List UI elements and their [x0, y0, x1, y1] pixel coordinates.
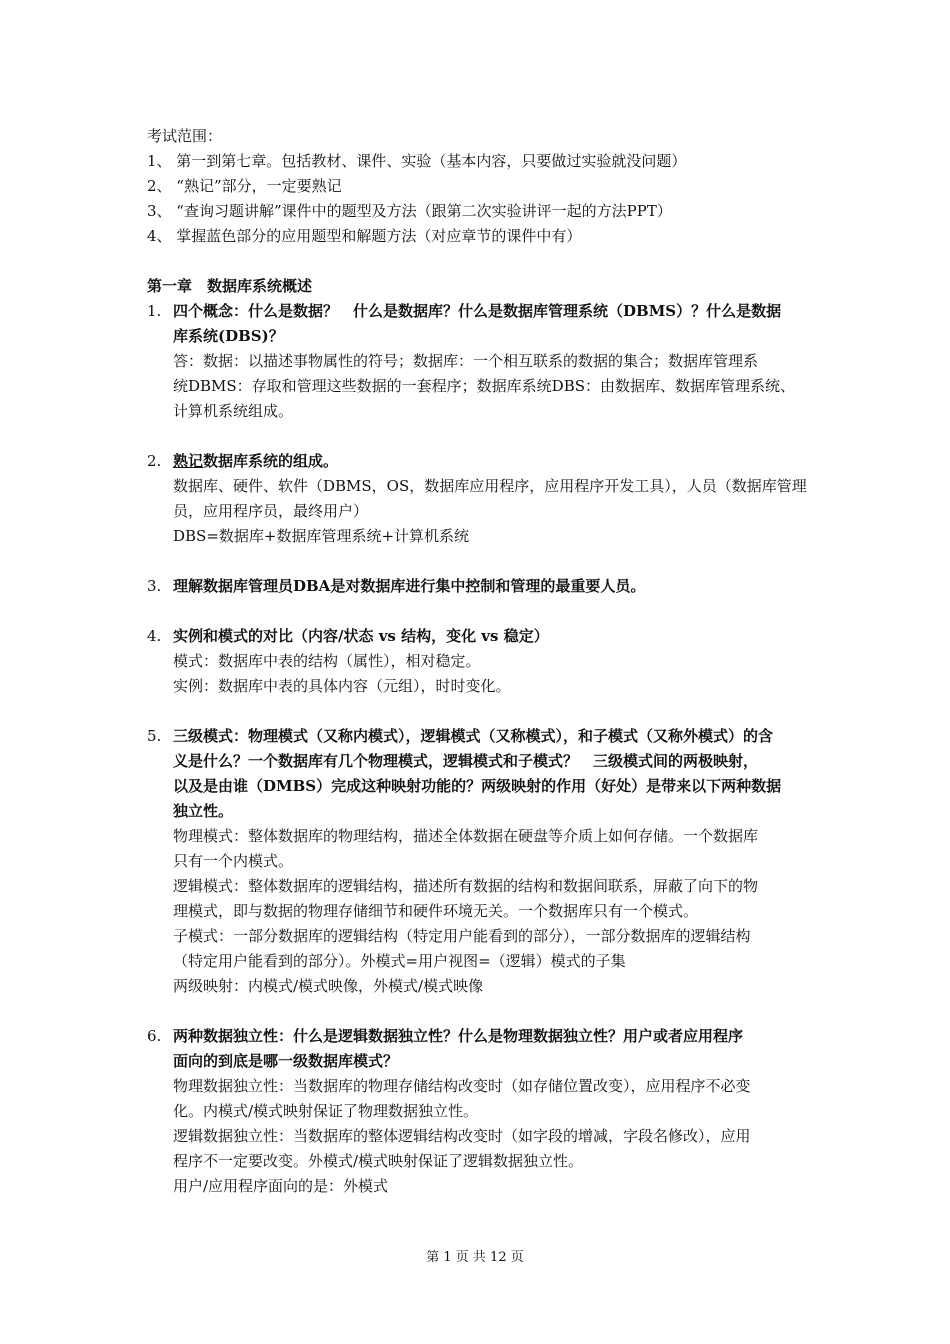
- scope-item: 4、 掌握蓝色部分的应用题型和解题方法（对应章节的课件中有）: [147, 227, 582, 245]
- question-number: 3.: [147, 577, 162, 595]
- answer-line: 计算机系统组成。: [173, 402, 294, 420]
- page-footer: 第 1 页 共 12 页: [426, 1250, 524, 1265]
- answer-line: 物理数据独立性：当数据库的物理存储结构改变时（如存储位置改变），应用程序不必变: [173, 1077, 751, 1095]
- answer-line: 程序不一定要改变。外模式/模式映射保证了逻辑数据独立性。: [173, 1152, 584, 1170]
- scope-item: 3、 “查询习题讲解”课件中的题型及方法（跟第二次实验讲评一起的方法PPT）: [147, 202, 672, 220]
- scope-title: 考试范围：: [147, 127, 223, 145]
- answer-line: 答：数据：以描述事物属性的符号；数据库：一个相互联系的数据的集合；数据库管理系: [173, 352, 759, 370]
- question-line: [173, 451, 338, 471]
- scope-item: 1、 第一到第七章。包括教材、课件、实验（基本内容，只要做过实验就没问题）: [147, 152, 687, 170]
- question-number: 1.: [147, 302, 162, 320]
- question-line: 两种数据独立性：什么是逻辑数据独立性？什么是物理数据独立性？用户或者应用程序: [173, 1027, 744, 1045]
- question-number: 6.: [147, 1027, 162, 1045]
- answer-line: 两级映射：内模式/模式映像，外模式/模式映像: [173, 977, 484, 995]
- answer-line: 物理模式：整体数据库的物理结构，描述全体数据在硬盘等介质上如何存储。一个数据库: [173, 827, 759, 845]
- question-line: 以及是由谁（DMBS）完成这种映射功能的？两级映射的作用（好处）是带来以下两种数据: [173, 777, 782, 795]
- scope-item: 2、 “熟记”部分，一定要熟记: [147, 177, 342, 195]
- question-line: 义是什么？一个数据库有几个物理模式，逻辑模式和子模式？ 三级模式间的两极映射，: [173, 752, 759, 770]
- question-line: 库系统(DBS)？: [173, 327, 284, 345]
- answer-line: （特定用户能看到的部分）。外模式=用户视图=（逻辑）模式的子集: [173, 952, 626, 970]
- answer-line: DBS=数据库+数据库管理系统+计算机系统: [173, 527, 470, 545]
- answer-line: 逻辑数据独立性：当数据库的整体逻辑结构改变时（如字段的增减，字段名修改），应用: [173, 1127, 751, 1145]
- question-number: 5.: [147, 727, 162, 745]
- answer-line: 数据库、硬件、软件（DBMS，OS，数据库应用程序，应用程序开发工具），人员（数据库管理: [173, 477, 807, 495]
- answer-line: 员，应用程序员，最终用户）: [173, 502, 369, 520]
- highlight-keyword: 熟记: [173, 452, 204, 470]
- question-line: 四个概念：什么是数据？ 什么是数据库？什么是数据库管理系统（DBMS）？什么是数据: [173, 302, 782, 320]
- question-number: 2.: [147, 452, 162, 470]
- answer-line: 实例：数据库中表的具体内容（元组），时时变化。: [173, 677, 511, 695]
- question-line: 面向的到底是哪一级数据库模式？: [173, 1052, 399, 1070]
- answer-line: 子模式：一部分数据库的逻辑结构（特定用户能看到的部分），一部分数据库的逻辑结构: [173, 927, 751, 945]
- answer-line: 只有一个内模式。: [173, 852, 294, 870]
- answer-line: 逻辑模式：整体数据库的逻辑结构，描述所有数据的结构和数据间联系，屏蔽了向下的物: [173, 877, 759, 895]
- answer-line: 化。内模式/模式映射保证了物理数据独立性。: [173, 1102, 479, 1120]
- question-line: 实例和模式的对比（内容/状态 vs 结构，变化 vs 稳定）: [173, 627, 549, 645]
- question-number: 4.: [147, 627, 162, 645]
- question-line: 理解数据库管理员DBA是对数据库进行集中控制和管理的最重要人员。: [173, 577, 646, 595]
- answer-line: 模式：数据库中表的结构（属性），相对稳定。: [173, 652, 481, 670]
- answer-line: 统DBMS：存取和管理这些数据的一套程序；数据库系统DBS：由数据库、数据库管理系统、: [173, 377, 796, 395]
- question-text: 数据库系统的组成。: [203, 452, 339, 470]
- question-line: 三级模式：物理模式（又称内模式），逻辑模式（又称模式），和子模式（又称外模式）的含: [173, 727, 774, 745]
- chapter-title: 第一章 数据库系统概述: [147, 277, 313, 295]
- answer-line: 用户/应用程序面向的是：外模式: [173, 1177, 389, 1195]
- question-line: 独立性。: [173, 802, 234, 820]
- answer-line: 理模式，即与数据的物理存储细节和硬件环境无关。一个数据库只有一个模式。: [173, 902, 699, 920]
